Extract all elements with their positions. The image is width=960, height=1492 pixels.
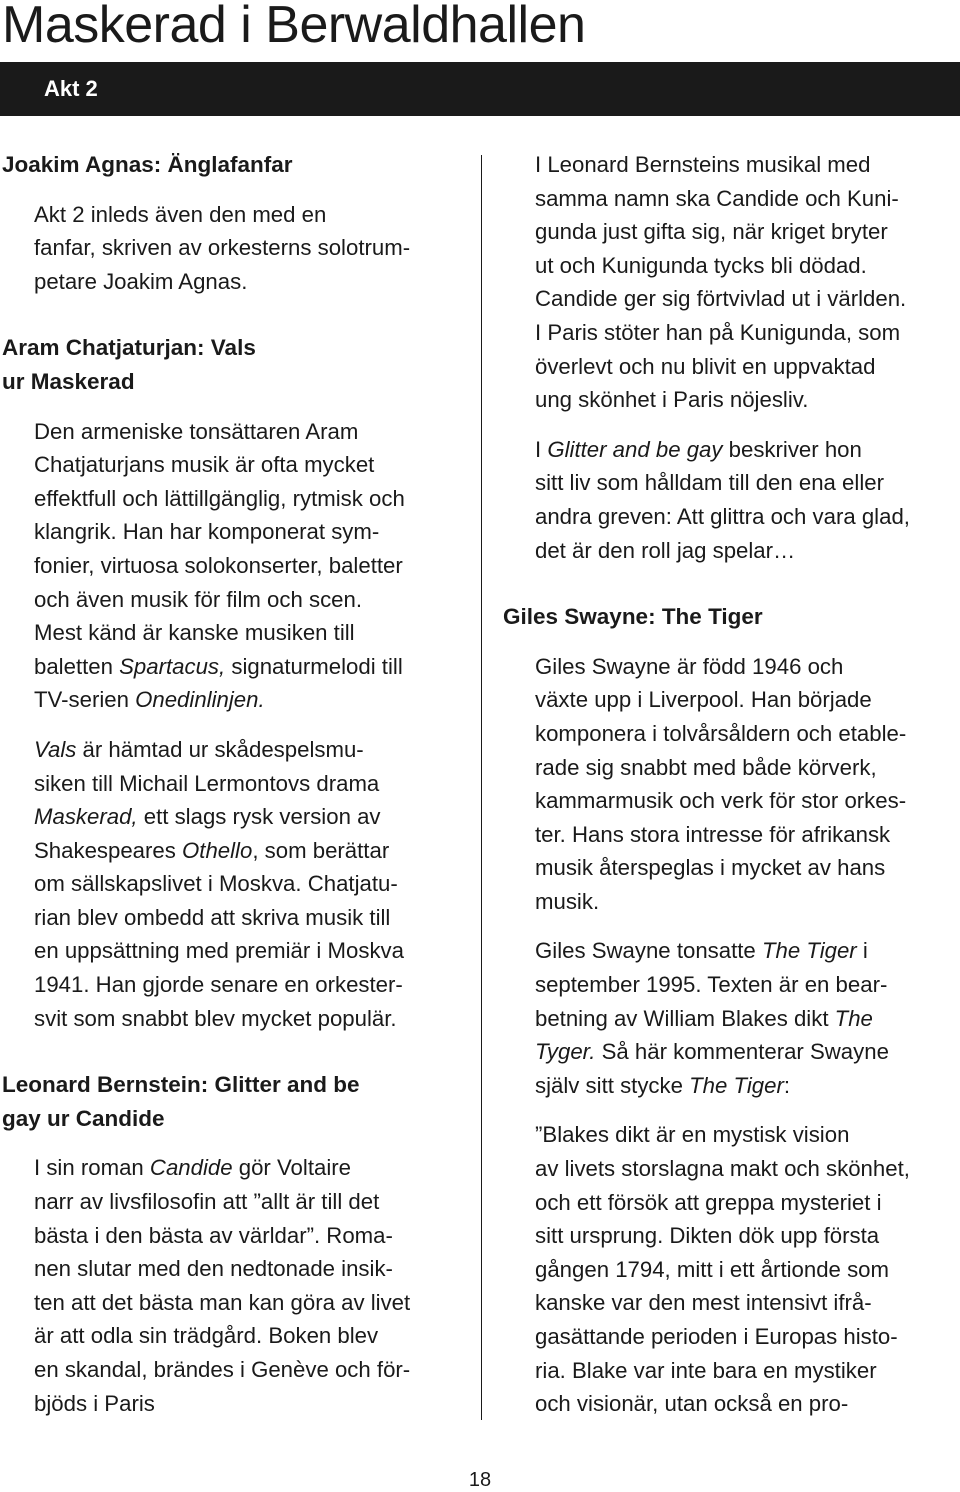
text-line: om sällskapslivet i Moskva. Chatjatu- xyxy=(34,871,398,897)
text-run: , som berättar xyxy=(252,837,390,863)
text-line: musik återspeglas i mycket av hans xyxy=(535,855,886,881)
text-line xyxy=(2,733,464,767)
text-line: av livets storslagna makt och skönhet, xyxy=(535,1156,910,1182)
text-line: effektfull och lättillgänglig, rytmisk och xyxy=(34,485,405,511)
text-line: gunda just gifta sig, när kriget bryter xyxy=(535,219,888,245)
text-line: narr av livsfilosofin att ”allt är till det xyxy=(34,1189,380,1215)
text-line: och ett försök att greppa mysteriet i xyxy=(535,1189,882,1215)
text-line: petare Joakim Agnas. xyxy=(34,268,248,294)
paragraph-chatjaturjan-2 xyxy=(2,733,464,1035)
text-line: kanske var den mest intensivt ifrå- xyxy=(535,1290,872,1316)
text-line: fanfar, skriven av orkesterns solotrum- xyxy=(34,235,411,261)
text-line: rade sig snabbt med både körverk, xyxy=(535,754,877,780)
text-run: är hämtad ur skådespelsmu- xyxy=(76,736,364,762)
text-line: en skandal, brändes i Genève och för- xyxy=(34,1357,411,1382)
text-line: 1941. Han gjorde senare en orkester- xyxy=(34,972,403,998)
text-line: och visionär, utan också en pro- xyxy=(535,1391,849,1417)
text-line: siken till Michail Lermontovs drama xyxy=(34,770,380,796)
text-line: bästa i den bästa av världar”. Roma- xyxy=(34,1222,393,1248)
text-line: gasättande perioden i Europas histo- xyxy=(535,1324,898,1349)
work-title: The xyxy=(834,1005,873,1031)
work-title: Onedinlinjen. xyxy=(135,687,265,713)
page-number: 18 xyxy=(468,1469,492,1491)
text-line: ung skönhet i Paris nöjesliv. xyxy=(535,387,809,413)
text-line: komponera i tolvårsåldern och etable- xyxy=(535,720,907,746)
column-divider xyxy=(481,155,482,1420)
text-line: sitt liv som hålldam till den ena eller xyxy=(535,470,884,496)
text-line: Den armeniske tonsättaren Aram xyxy=(34,418,359,444)
section-heading-bernstein xyxy=(2,1068,464,1135)
text-run: beskriver hon xyxy=(722,436,862,462)
paragraph-chatjaturjan-1 xyxy=(2,415,464,717)
paragraph-swayne-quote xyxy=(503,1118,955,1420)
text-line xyxy=(503,433,955,467)
text-run: i xyxy=(856,938,868,964)
text-run: Shakespeares xyxy=(34,837,183,863)
paragraph-bernstein-2 xyxy=(503,148,955,417)
text-line: Giles Swayne är född 1946 och xyxy=(535,653,844,679)
section-heading-chatjaturjan xyxy=(2,331,464,398)
paragraph-swayne-1 xyxy=(503,650,955,919)
text-run: TV-serien xyxy=(34,687,136,713)
text-line xyxy=(2,1151,464,1185)
text-line: nen slutar med den nedtonade insik- xyxy=(34,1256,393,1282)
act-label: Akt 2 xyxy=(44,76,98,101)
work-title: Maskerad, xyxy=(34,804,138,830)
text-run: Giles Swayne tonsatte xyxy=(535,938,762,964)
text-run: ett slags rysk version av xyxy=(137,804,381,830)
work-title: The Tiger xyxy=(689,1072,784,1098)
text-line: I Paris stöter han på Kunigunda, som xyxy=(535,319,901,345)
text-line xyxy=(2,800,464,834)
text-run: : xyxy=(783,1072,791,1098)
text-run: signaturmelodi till xyxy=(225,653,403,679)
work-title: The Tiger xyxy=(761,938,857,964)
text-line: Akt 2 inleds även den med en xyxy=(34,201,327,227)
paragraph-agnas xyxy=(2,198,464,299)
work-title: Candide xyxy=(149,1155,233,1181)
heading-line: ur Maskerad xyxy=(2,368,135,394)
text-line: fonier, virtuosa solokonserter, baletter xyxy=(34,552,403,578)
page-title: Maskerad i Berwaldhallen xyxy=(2,0,586,54)
work-title: Vals xyxy=(34,736,77,762)
paragraph-bernstein-1 xyxy=(2,1151,464,1420)
text-line: ut och Kunigunda tycks bli dödad. xyxy=(535,252,867,278)
text-run: betning av William Blakes dikt xyxy=(535,1005,835,1031)
heading-line: Leonard Bernstein: Glitter and be xyxy=(2,1072,360,1098)
text-line: samma namn ska Candide och Kuni- xyxy=(535,185,899,211)
text-run: själv sitt stycke xyxy=(535,1072,690,1098)
text-line: ter. Hans stora intresse för afrikansk xyxy=(535,821,891,847)
section-heading-swayne: Giles Swayne: The Tiger xyxy=(503,604,763,630)
text-run: I sin roman xyxy=(34,1155,150,1181)
text-line: det är den roll jag spelar… xyxy=(535,537,796,563)
text-line: sitt ursprung. Dikten dök upp första xyxy=(535,1223,880,1249)
work-title: Glitter and be gay xyxy=(547,436,723,462)
text-line: svit som snabbt blev mycket populär. xyxy=(34,1005,397,1031)
text-line: Mest känd är kanske musiken till xyxy=(34,620,355,646)
text-line xyxy=(2,834,464,868)
text-line: växte upp i Liverpool. Han började xyxy=(535,687,872,713)
text-line: bjöds i Paris xyxy=(34,1390,155,1416)
text-line: I Leonard Bernsteins musikal med xyxy=(535,152,871,177)
paragraph-swayne-2 xyxy=(503,934,955,1102)
text-line: ten att det bästa man kan göra av livet xyxy=(34,1289,411,1315)
text-line: september 1995. Texten är en bear- xyxy=(535,972,888,998)
text-run: Så här kommenterar Swayne xyxy=(595,1039,889,1065)
text-line: ”Blakes dikt är en mystisk vision xyxy=(535,1122,850,1148)
paragraph-bernstein-3 xyxy=(503,433,955,567)
text-line xyxy=(2,683,464,717)
text-line: rian blev ombedd att skriva musik till xyxy=(34,904,391,930)
text-line: ria. Blake var inte bara en mystiker xyxy=(535,1357,877,1383)
text-run: baletten xyxy=(34,653,120,679)
text-line: och även musik för film och scen. xyxy=(34,586,363,612)
heading-line: gay ur Candide xyxy=(2,1105,165,1131)
work-title: Othello xyxy=(182,837,253,863)
text-line: Candide ger sig förtvivlad ut i världen. xyxy=(535,286,907,312)
text-run: I xyxy=(535,436,548,462)
left-column xyxy=(2,148,464,1436)
text-line: överlevt och nu blivit en uppvaktad xyxy=(535,353,876,379)
work-title: Tyger. xyxy=(535,1039,596,1065)
text-line: andra greven: Att glittra och vara glad, xyxy=(535,503,910,529)
right-column xyxy=(503,148,955,1437)
act-header-bar xyxy=(0,62,960,116)
text-line xyxy=(503,1069,955,1103)
text-line: kammarmusik och verk för stor orkes- xyxy=(535,788,907,814)
text-line: klangrik. Han har komponerat sym- xyxy=(34,519,380,545)
text-line: en uppsättning med premiär i Moskva xyxy=(34,938,404,964)
text-line: Chatjaturjans musik är ofta mycket xyxy=(34,452,375,478)
heading-line: Aram Chatjaturjan: Vals xyxy=(2,335,256,361)
text-run: gör Voltaire xyxy=(232,1155,351,1181)
text-line xyxy=(503,1035,955,1069)
text-line xyxy=(2,650,464,684)
text-line: gången 1794, mitt i ett årtionde som xyxy=(535,1256,889,1282)
text-line: musik. xyxy=(535,888,600,914)
text-line xyxy=(503,934,955,968)
text-line: är att odla sin trädgård. Boken blev xyxy=(34,1323,379,1349)
text-line xyxy=(503,1002,955,1036)
work-title: Spartacus, xyxy=(119,653,226,679)
section-heading-agnas: Joakim Agnas: Änglafanfar xyxy=(2,152,293,177)
